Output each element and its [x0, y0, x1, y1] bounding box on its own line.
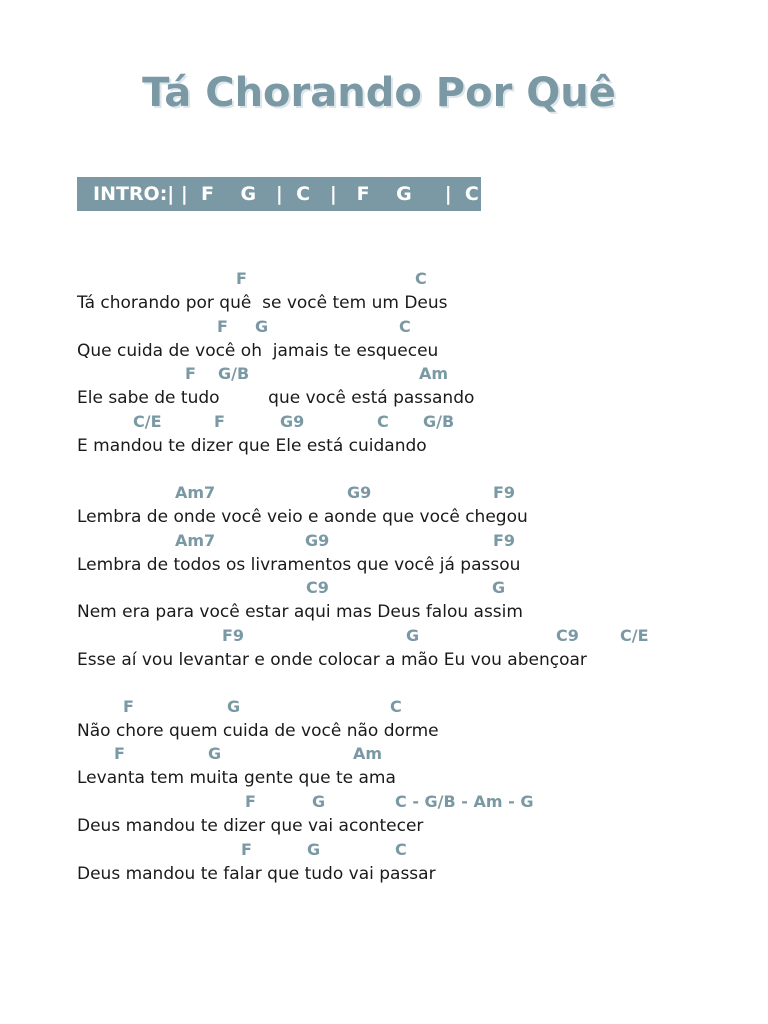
- lyric-line: Que cuida de você oh jamais te esqueceu: [77, 341, 439, 361]
- lyric-line: Levanta tem muita gente que te ama: [77, 768, 396, 788]
- lyric-line: E mandou te dizer que Ele está cuidando: [77, 436, 427, 456]
- chord-label: C9: [556, 626, 579, 645]
- chord-label: C: [377, 412, 389, 431]
- lyric-line: Nem era para você estar aqui mas Deus falou assim: [77, 602, 523, 622]
- chord-label: C9: [306, 578, 329, 597]
- chord-label: Am: [419, 364, 449, 383]
- chord-label: G9: [305, 531, 330, 550]
- chord-label: F: [241, 840, 252, 859]
- lyric-line: Ele sabe de tudo que você está passando: [77, 388, 475, 408]
- chord-label: G: [255, 317, 269, 336]
- chord-label: G: [307, 840, 321, 859]
- chord-label: Am7: [175, 531, 216, 550]
- chord-label: F: [245, 792, 256, 811]
- chord-label: G: [406, 626, 420, 645]
- chord-label: G: [208, 744, 222, 763]
- chord-label: G/B: [423, 412, 455, 431]
- chord-label: G9: [347, 483, 372, 502]
- lyric-line: Lembra de todos os livramentos que você já passou: [77, 555, 521, 575]
- chord-label: C: [399, 317, 411, 336]
- chord-label: F9: [493, 483, 516, 502]
- chord-label: F: [217, 317, 228, 336]
- chord-label: G: [492, 578, 506, 597]
- chord-label: Am7: [175, 483, 216, 502]
- song-title: Tá Chorando Por Quê: [142, 70, 616, 116]
- chord-label: F9: [493, 531, 516, 550]
- chord-label: F: [114, 744, 125, 763]
- chord-label: F9: [222, 626, 245, 645]
- lyric-line: Esse aí vou levantar e onde colocar a mão Eu vou abençoar: [77, 650, 587, 670]
- chord-label: F: [236, 269, 247, 288]
- chord-label: C/E: [620, 626, 649, 645]
- chord-label: C: [395, 840, 407, 859]
- chord-label: C - G/B - Am - G: [395, 792, 534, 811]
- chord-label: G: [227, 697, 241, 716]
- chord-label: G/B: [218, 364, 250, 383]
- chord-label: F: [123, 697, 134, 716]
- chord-label: C: [415, 269, 427, 288]
- chord-label: F: [214, 412, 225, 431]
- lyric-line: Deus mandou te dizer que vai acontecer: [77, 816, 424, 836]
- lyric-line: Lembra de onde você veio e aonde que você chegou: [77, 507, 528, 527]
- chord-label: Am: [353, 744, 383, 763]
- chord-label: C: [390, 697, 402, 716]
- lyric-line: Não chore quem cuida de você não dorme: [77, 721, 439, 741]
- chord-label: F: [185, 364, 196, 383]
- chord-label: G: [312, 792, 326, 811]
- intro-chord-bar: INTRO:| | F G | C | F G | C | |: [77, 177, 481, 211]
- lyric-line: Deus mandou te falar que tudo vai passar: [77, 864, 436, 884]
- chord-label: G9: [280, 412, 305, 431]
- lyric-line: Tá chorando por quê se você tem um Deus: [77, 293, 448, 313]
- chord-label: C/E: [133, 412, 162, 431]
